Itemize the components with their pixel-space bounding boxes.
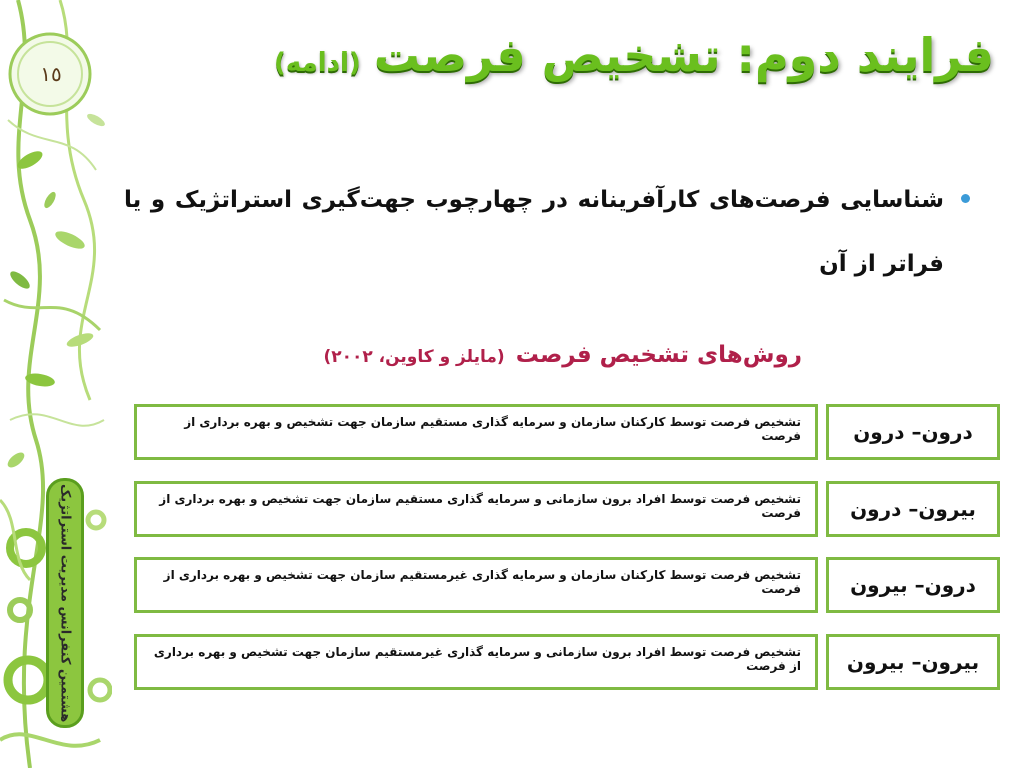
method-row xyxy=(134,404,1000,462)
bullet-text: شناسایی فرصت‌های کارآفرینانه در چهارچوب جهت‌گیری استراتژیک و یا فراتر از آن xyxy=(124,187,944,277)
method-description: تشخیص فرصت توسط افراد برون سازمانی و سرمایه گذاری مستقیم سازمان جهت تشخیص و بهره برداری از فرصت xyxy=(134,481,818,537)
methods-heading-text: روش‌های تشخیص فرصت xyxy=(515,342,802,368)
method-label: درون– درون xyxy=(826,404,1000,460)
bullet-point xyxy=(124,168,944,296)
bullet-dot-icon xyxy=(961,194,970,203)
conference-label: هشتمین کنفرانس مدیریت استراتژیک xyxy=(57,483,73,723)
method-label: بیرون– درون xyxy=(826,481,1000,537)
slide-title-main: فرایند دوم: تشخیص فرصت xyxy=(373,28,994,82)
methods-heading xyxy=(202,342,802,368)
method-label: درون– بیرون xyxy=(826,557,1000,613)
method-row xyxy=(134,557,1000,615)
methods-citation: (مایلز و کاوین، ۲۰۰۲) xyxy=(323,347,505,367)
method-description: تشخیص فرصت توسط کارکنان سازمان و سرمایه گذاری مستقیم سازمان جهت تشخیص و بهره برداری از فرصت xyxy=(134,404,818,460)
method-label: بیرون– بیرون xyxy=(826,634,1000,690)
slide-number: ١٥ xyxy=(40,62,62,86)
slide-title-suffix: (ادامه) xyxy=(273,48,361,78)
method-description: تشخیص فرصت توسط افراد برون سازمانی و سرمایه گذاری غیرمستقیم سازمان جهت تشخیص و بهره برداری از فرصت xyxy=(134,634,818,690)
slide-title xyxy=(273,28,994,108)
method-description: تشخیص فرصت توسط کارکنان سازمان و سرمایه گذاری غیرمستقیم سازمان جهت تشخیص و بهره برداری از فرصت xyxy=(134,557,818,613)
method-row xyxy=(134,634,1000,692)
conference-band xyxy=(46,478,84,728)
method-row xyxy=(134,481,1000,539)
